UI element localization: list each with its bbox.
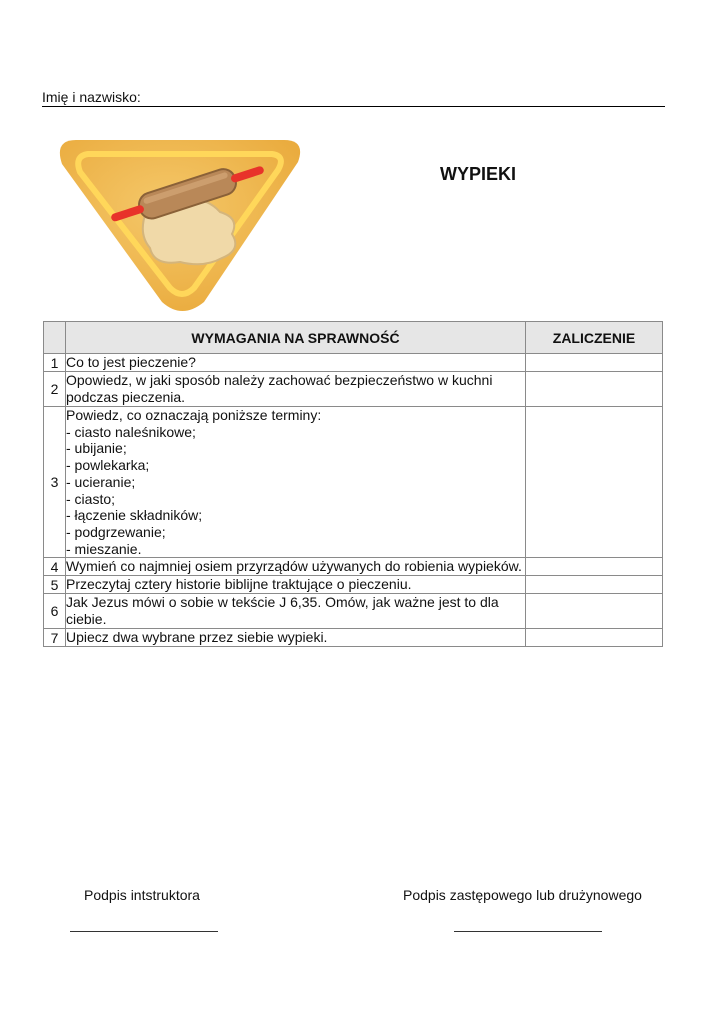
page-title: WYPIEKI [440,164,517,184]
header-num [44,322,66,354]
leader-signature-label: Podpis zastępowego lub drużynowego [403,887,642,903]
row-number: 4 [44,558,66,576]
requirements-table [43,321,663,647]
table-row [44,558,663,576]
instructor-signature-line[interactable] [70,931,218,932]
table-row [44,354,663,372]
rolling-pin-badge-icon [54,134,306,314]
term-item: - mieszanie. [66,540,142,557]
row-number: 6 [44,594,66,629]
term-item: - podgrzewanie; [66,523,166,540]
table-row [44,372,663,407]
requirement-text [66,407,526,558]
table-row [44,629,663,647]
completion-cell[interactable] [526,558,663,576]
completion-cell[interactable] [526,407,663,558]
requirement-text: Co to jest pieczenie? [66,354,526,372]
terms-intro: Powiedz, co oznaczają poniższe terminy: [66,407,322,423]
term-item: - ciasto; [66,490,116,507]
requirement-text: Wymień co najmniej osiem przyrządów używanych do robienia wypieków. [66,558,526,576]
name-label: Imię i nazwisko: [42,89,141,105]
row-number: 5 [44,576,66,594]
header-completion: ZALICZENIE [526,322,663,354]
row-number: 3 [44,407,66,558]
leader-signature-line[interactable] [454,931,602,932]
term-item: - ciasto naleśnikowe; [66,423,196,440]
table-row [44,594,663,629]
row-number: 1 [44,354,66,372]
requirement-text: Opowiedz, w jaki sposób należy zachować bezpieczeństwo w kuchni podczas pieczenia. [66,372,526,407]
term-item: - ubijanie; [66,440,127,457]
instructor-signature-label: Podpis intstruktora [84,887,200,903]
row-number: 7 [44,629,66,647]
header-requirements: WYMAGANIA NA SPRAWNOŚĆ [66,322,526,354]
term-item: - ucieranie; [66,473,136,490]
name-underline [42,106,665,107]
requirement-text: Przeczytaj cztery historie biblijne traktujące o pieczeniu. [66,576,526,594]
row-number: 2 [44,372,66,407]
term-item: - łączenie składników; [66,507,203,524]
table-header-row [44,322,663,354]
requirement-text: Upiecz dwa wybrane przez siebie wypieki. [66,629,526,647]
table-row [44,576,663,594]
term-item: - powlekarka; [66,457,150,474]
requirement-text: Jak Jezus mówi o sobie w tekście J 6,35. Omów, jak ważne jest to dla ciebie. [66,594,526,629]
completion-cell[interactable] [526,594,663,629]
table-row [44,407,663,558]
completion-cell[interactable] [526,629,663,647]
completion-cell[interactable] [526,372,663,407]
completion-cell[interactable] [526,576,663,594]
completion-cell[interactable] [526,354,663,372]
